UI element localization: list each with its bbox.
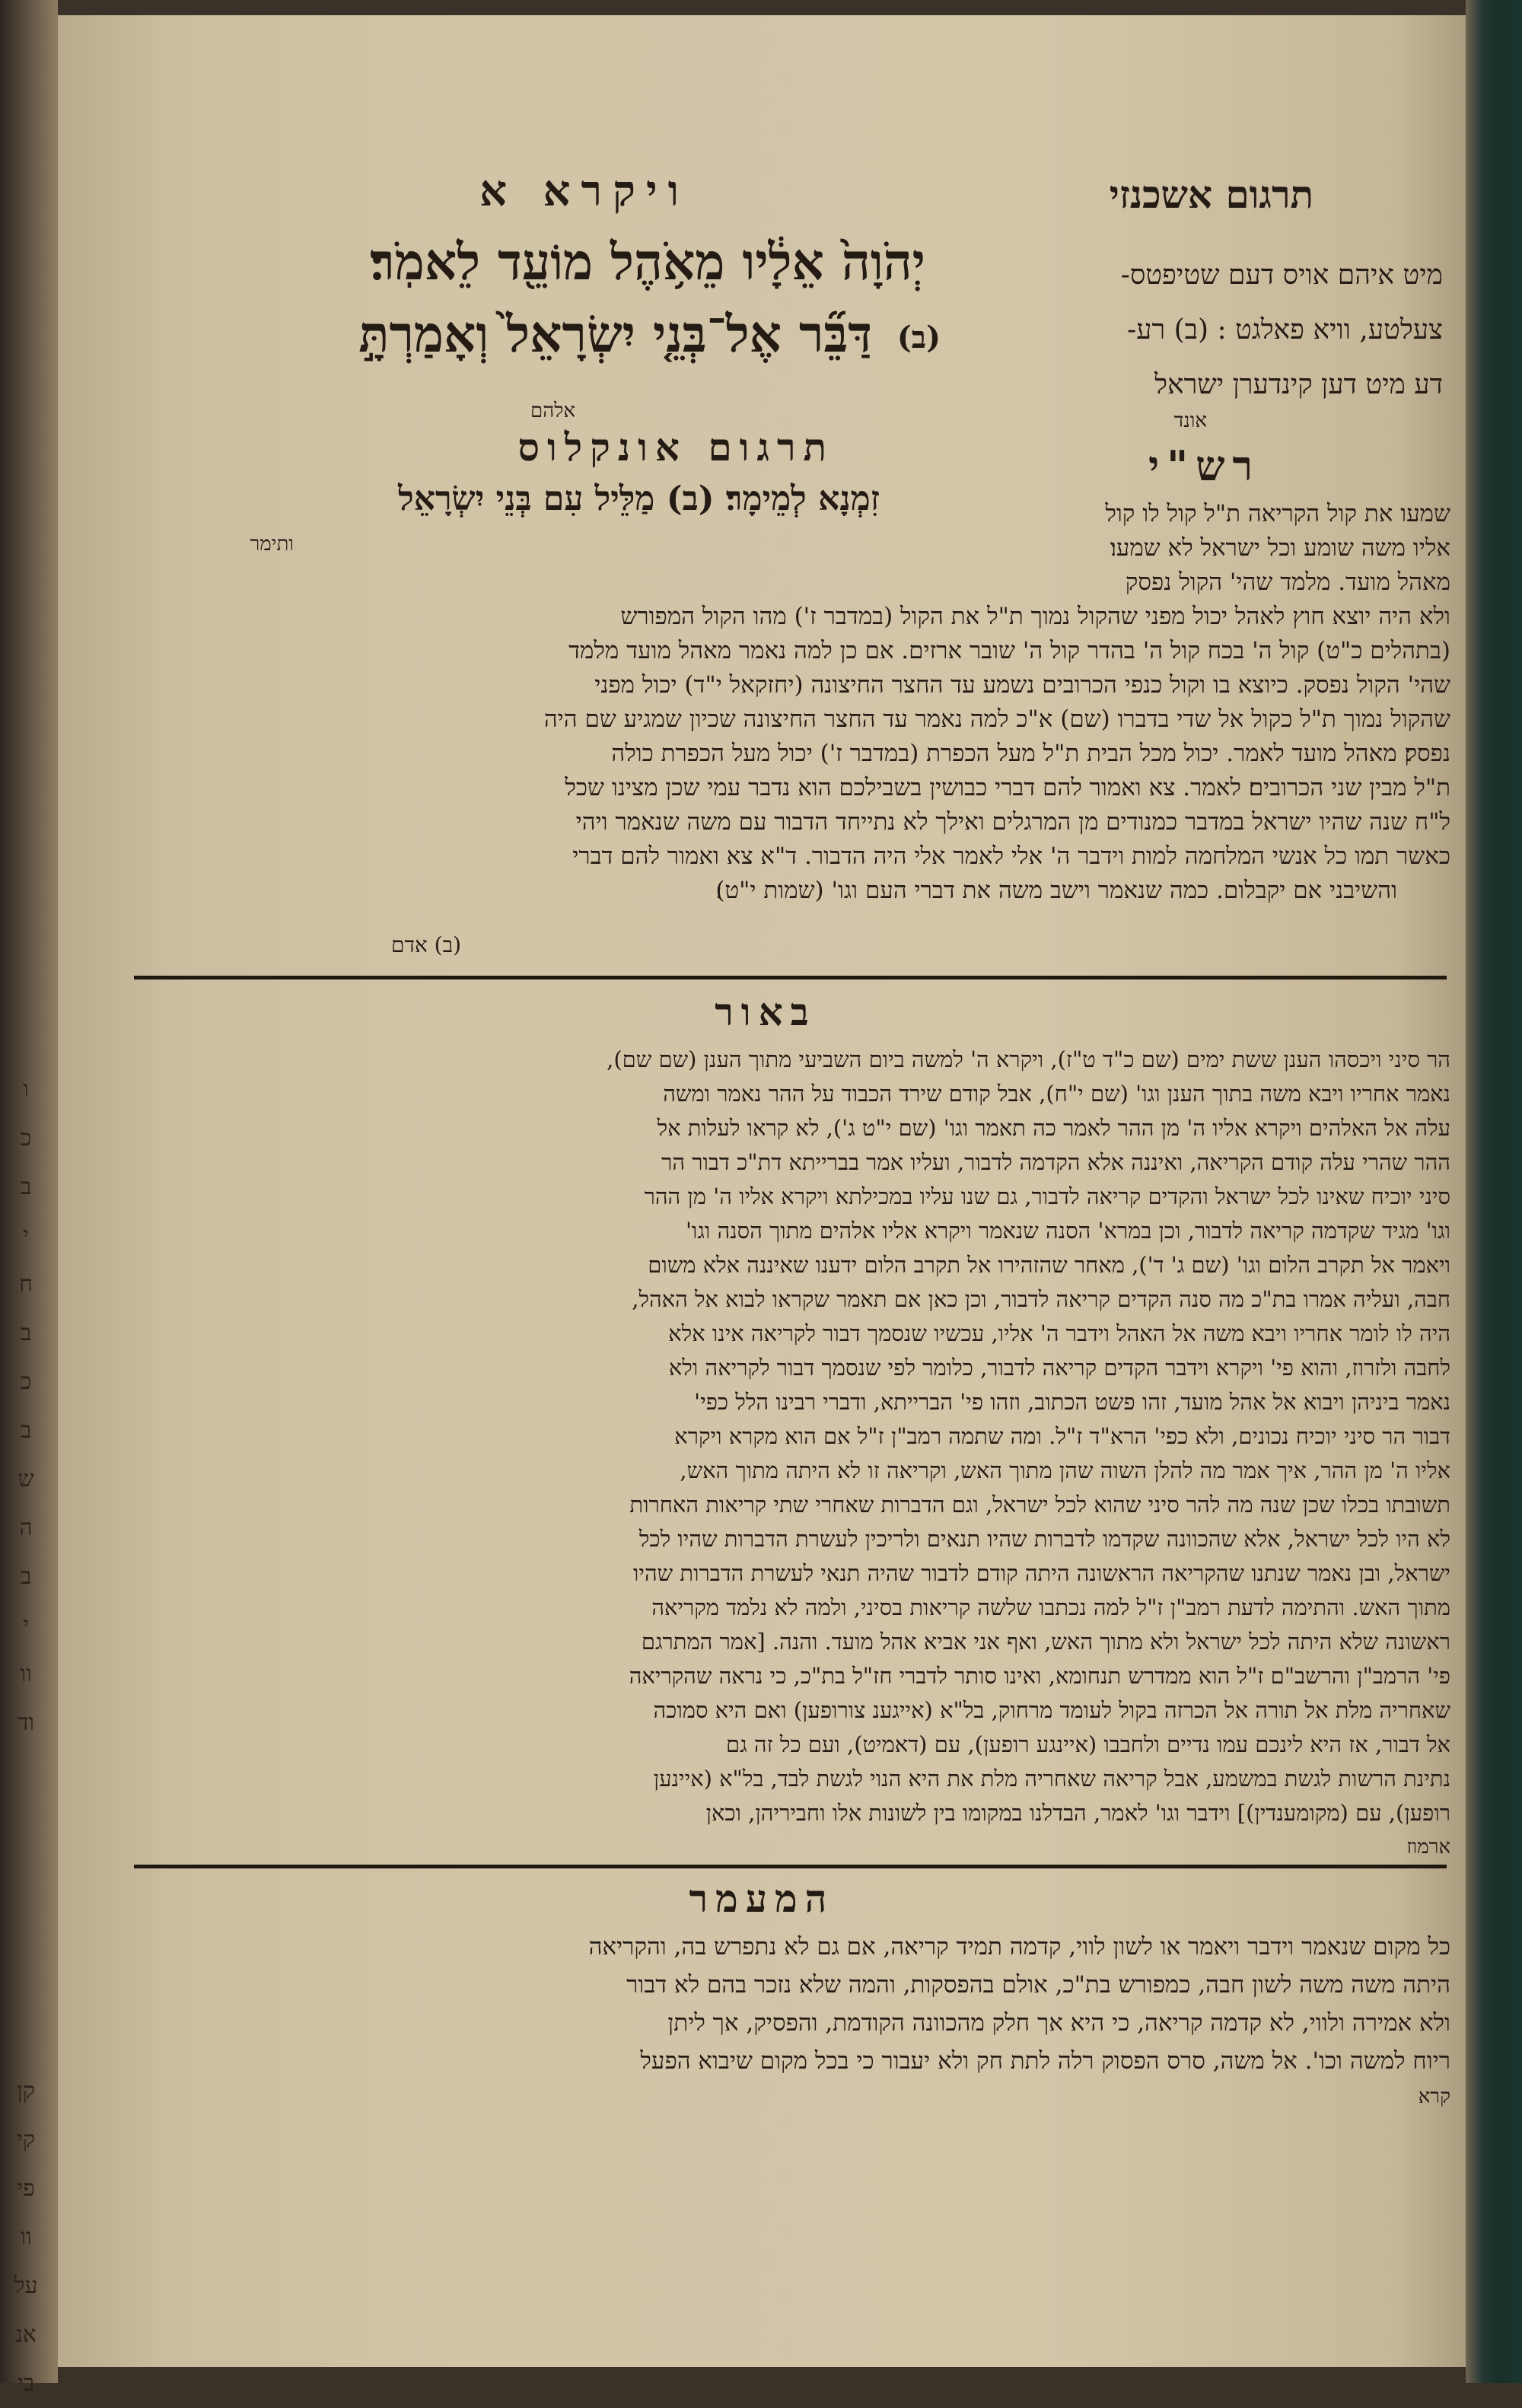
margin-char: י [23,1222,29,1249]
biur-line: היה לו לומר אחריו ויבא משה אל האהל וידבר ה' אליו, עכשיו שנסמך דבור לקריאה אינו אלא [668,1320,1450,1346]
catchword: ותימר [250,533,294,556]
rashi-line: שמעו את קול הקריאה ת"ל קול לו קול [1105,500,1450,527]
biur-title: באור [715,989,817,1034]
translation-column-title: תרגום אשכנזי [1109,172,1313,217]
margin-char: פי [17,2175,35,2202]
margin-char: י [23,1612,29,1639]
translation-line: צעלטע, וויא פאלגט : (ב) רע- [1126,314,1443,346]
hameamer-line: היתה משה משה לשון חבה, כמפורש בת"כ, אולם בהפסקות, והמה שלא נזכר בהם לא דבור [626,1971,1450,1999]
book-cover-edge [1466,0,1522,2383]
biur-line: מתוך האש. והתימה לדעת רמב"ן ז"ל למה נכתבו שלשה קריאות בסיני, ולמה לא נלמד מקריאה [651,1594,1450,1620]
catchword: ארמוז [1406,1836,1450,1859]
rashi-line: שהקול נמוך ת"ל כקול אל שדי בדברו (שם) א"כ למה נאמר עד החצר החיצונה שכיון שמגיע שם היה [543,706,1450,733]
biur-line: ההר שהרי עלה קודם הקריאה, ואיננה אלא הקדמה לדבור, ועליו אמר בברייתא דת"כ דבור הר [661,1149,1450,1175]
margin-char: וו [20,1661,32,1687]
rashi-line: אליו משה שומע וכל ישראל לא שמעו׃ [1110,534,1450,562]
biur-line: נאמר ביניהן ויבוא אל אהל מועד, זהו פשט הכתוב, וזהו פי' הברייתא, ודברי רבינו הלל כפי' [694,1389,1450,1415]
hameamer-line: כל מקום שנאמר וידבר ויאמר או לשון לווי, קדמה תמיד קריאה, אם גם לא נתפרש בה, והקריאה [588,1933,1450,1960]
margin-char: ו [23,1076,29,1103]
translation-line: דע מיט דען קינדערן ישראל [1154,369,1443,400]
biur-line: אל דבור, אז היא לינכם עמו נדיים ולחבבו (איינגע רופען), עם (דאמיט), ועם כל זה גם [726,1731,1450,1757]
rashi-line: נפסק׃ מאהל מועד לאמר. יכול מכל הבית ת"ל מעל הכפרת (במדבר ז') יכול מעל הכפרת כולה [611,740,1450,767]
book-chapter-title: ויקרא א [479,166,689,216]
catchword: אונד [1173,409,1207,432]
margin-char: ש [18,1466,34,1492]
catchword: (ב) אדם [391,932,461,957]
biur-line: נתינת הרשות לגשת במשמע, אבל קריאה שאחריה מלת את היא הנוי לגשת לבד, בל"א (איינען [653,1766,1450,1792]
margin-char: קי [17,2126,35,2153]
margin-char: בי [17,2370,35,2397]
biur-line: תשובתו בכלו שכן שנה מה להר סיני שהוא לכל ישראל, וגם הדברות שאחרי שתי קריאות האחרות [629,1492,1450,1518]
margin-char: ב [20,1563,32,1590]
rashi-line: ל"ח שנה שהיו ישראל במדבר כמנודים מן המרגלים ואילך לא נתייחד הדבור עם משה שנאמר ויהי [575,808,1450,836]
rashi-line: מאהל מועד. מלמד שהי' הקול נפסק [1125,569,1450,596]
biur-line: ראשונה שלא היתה לכל ישראל ולא מתוך האש, ואף אני אביא אהל מועד. והנה. [אמר המתרגם [641,1629,1450,1655]
book-page [58,15,1466,2367]
biur-line: נאמר אחריו ויבא משה בתוך הענן וגו' (שם י"ח), אבל קודם שירד הכבוד על ההר נאמר ומשה [663,1081,1450,1107]
margin-char: ח [19,1271,33,1298]
verse-marker: (ב) [896,320,941,355]
biur-line: וגו' מגיד שקדמה קריאה לדבור, וכן במרא' הסנה שנאמר ויקרא אליו אלהים מתוך הסנה וגו' [685,1218,1450,1244]
biur-line: אליו ה' מן ההר, איך אמר מה להלן השוה שהן מתוך האש, וקריאה זו לא היתה מתוך האש, [680,1457,1450,1483]
rashi-line: ת"ל מבין שני הכרובים׃ לאמר. צא ואמור להם דברי כבושין בשבילכם הוא נדבר עמי שכן מצינו שכל [565,774,1450,801]
hameamer-line: ולא אמירה ולווי, לא קדמה קריאה, כי היא אך חלק מהכוונה הקודמת, והפסיק, אך ליתן [667,2009,1450,2037]
margin-char: אנ [15,2321,37,2348]
catchword: קרא [1418,2085,1450,2108]
section-rule [134,1865,1447,1868]
rashi-title: רש"י [1148,441,1260,490]
scripture-verse-line: דַּבֵּ֞ר אֶל־בְּנֵ֤י יִשְׂרָאֵל֙ וְאָמַרְתָּ֣ [358,304,872,364]
section-rule [134,976,1447,979]
margin-char: ב [20,1417,32,1444]
biur-line: ישראל, ובן נאמר שנתנו שהקריאה הראשונה היתה קודם לדבור שהיה תנאי לעשרת הדברות שהיו [632,1560,1450,1586]
margin-char: כ [20,1368,32,1395]
hameamer-line: ריוח למשה וכו'. אל משה, סרס הפסוק רלה לתת חק ולא יעבור כי בכל מקום שיבוא הפעל [640,2047,1450,2075]
rashi-line: והשיבני אם יקבלום. כמה שנאמר וישב משה את דברי העם וגו' (שמות י"ט)׃ [715,877,1397,904]
onkelos-title: תרגום אונקלוס [517,425,834,470]
biur-line: לא היו לכל ישראל, אלא שהכוונה שקדמו לדברות שהיו תנאים ולריכין לעשרת הדברות שהיו לכל [638,1526,1450,1552]
translation-line: מיט איהם אויס דעם שטיפטס- [1120,260,1443,291]
biur-line: חבה, ועליה אמרו בת"כ מה סנה הקדים קריאה לדבור, וכן כאן אם תאמר שקראו לבוא אל האהל, [632,1286,1450,1312]
margin-char: ב [20,1174,32,1200]
biur-line: פי' הרמב"ן והרשב"ם ז"ל הוא ממדרש תנחומא, ואינו סותר לדברי חז"ל בת"כ, כי נראה שהקריאה [629,1663,1450,1689]
biur-line: לחבה ולזרוז, והוא פי' ויקרא וידבר הקדים קריאה לדבור, כלומר לפי שנסמך דבור לקריאה ולא [668,1355,1450,1381]
biur-line: סיני יוכיח שאינו לכל ישראל והקדים קריאה לדבור, גם שנו עליו במכילתא ויקרא אליו ה' מן ההר [644,1183,1450,1209]
margin-char: ב [20,1320,32,1346]
margin-char: על [14,2273,38,2299]
biur-line: עלה אל האלהים ויקרא אליו ה' מן ההר לאמר כה תאמר וגו' (שם י"ט ג'), לא קראו לעלות אל [657,1115,1450,1141]
hameamer-title: המעמר [689,1876,835,1921]
onkelos-line: זִמְנָא לְמֵימָר׃ (ב) מַלֵּיל עִם בְּנֵי יִשְׂרָאֵל [398,479,880,518]
biur-line: הר סיני ויכסהו הענן ששת ימים (שם כ"ד ט"ז), ויקרא ה' למשה ביום השביעי מתוך הענן (שם שם), [607,1046,1450,1072]
rashi-line: כאשר תמו כל אנשי המלחמה למות וידבר ה' אלי לאמר אלי היה הדבור. ד"א צא ואמור להם דברי [572,842,1450,870]
catchword: אלהם [530,400,575,422]
rashi-line: ולא היה יוצא חוץ לאהל יכול מפני שהקול נמוך ת"ל את הקול (במדבר ז') מהו הקול המפורש [620,603,1450,630]
margin-char: כ [20,1125,32,1151]
biur-line: רופען), עם (מקומענדין)]׃ וידבר וגו' לאמר, הבדלנו במקומו בין לשונות אלו וחביריהן, וכאן [705,1800,1450,1826]
facing-page-edge [0,0,58,2397]
scripture-verse-line: יְהֹוָה֙ אֵלָ֔יו מֵאֹ֥הֶל מוֹעֵ֖ד לֵאמֹֽר׃ [370,232,925,291]
margin-char: קן [17,2078,35,2104]
biur-line: דבור הר סיני יוכיח נכונים, ולא כפי' הרא"ד ז"ל. ומה שתמה רמב"ן ז"ל אם הוא מקרא ויקרא [674,1423,1450,1449]
biur-line: שאחריה מלת אל תורה אל הכרזה בקול לעומד מרחוק, בל"א (אייגענ צורופען) ואם היא סמוכה [653,1697,1450,1723]
margin-char: וו [20,2224,32,2250]
margin-char: ה [19,1515,33,1541]
rashi-line: (בתהלים כ"ט) קול ה' בכח קול ה' בהדר קול ה' שובר ארזים. אם כן למה נאמר מאהל מועד מלמד [568,637,1450,664]
rashi-line: שהי' הקול נפסק. כיוצא בו וקול כנפי הכרובים נשמע עד החצר החיצונה (יחזקאל י"ד) יכול מפני [594,671,1450,699]
biur-line: ויאמר אל תקרב הלום וגו' (שם ג' ד'), מאחר שהזהירו אל תקרב הלום ידענו שאיננה אלא משום [648,1252,1450,1278]
margin-char: וד [17,1709,35,1736]
